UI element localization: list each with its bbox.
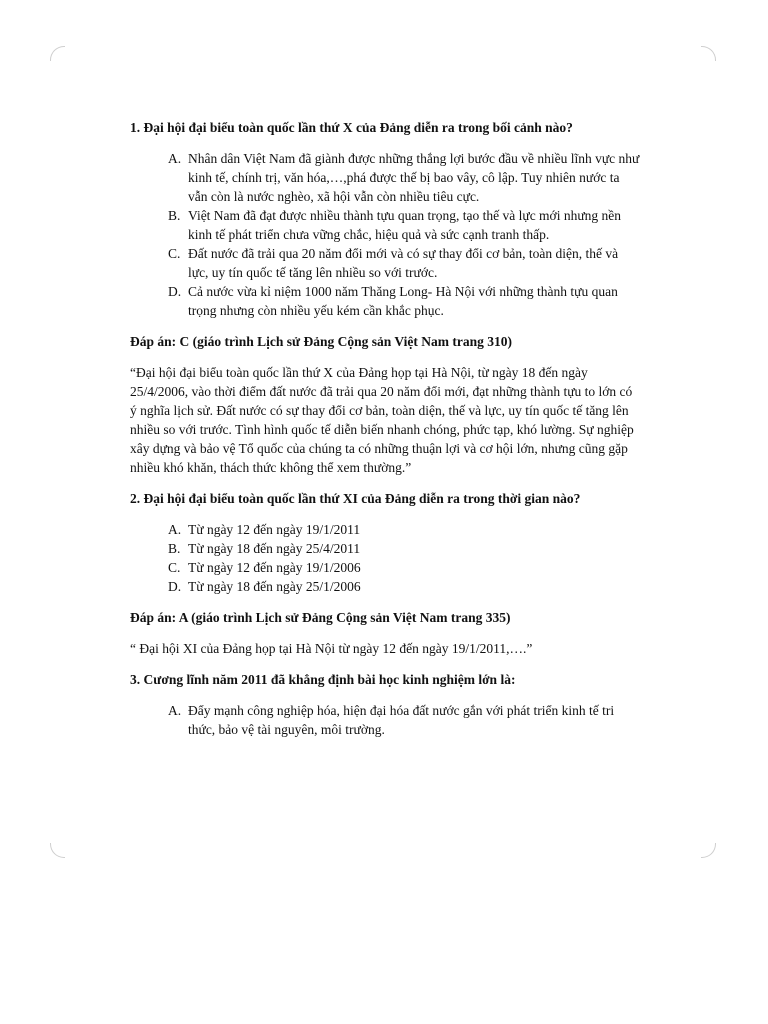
option-2a: A. Từ ngày 12 đến ngày 19/1/2011 xyxy=(168,522,361,537)
question-3: 3. Cương lĩnh năm 2011 đã khẳng định bài học kinh nghiệm lớn là: xyxy=(130,672,516,687)
crop-mark-bottom-right xyxy=(701,843,716,858)
option-1a: A. Nhân dân Việt Nam đã giành được những thắng lợi bước đầu về nhiều lĩnh vực như kinh tế, chính trị, văn hóa,…,phá được thế bị bao vây, cô lập. Tuy nhiên nước ta vẫn còn là nước nghèo, xã hội vẫn còn nhiều tiêu cực. xyxy=(168,151,640,204)
option-3a: A. Đẩy mạnh công nghiệp hóa, hiện đại hóa đất nước gắn với phát triển kinh tế tri thức, bảo vệ tài nguyên, môi trường. xyxy=(168,703,615,737)
crop-mark-top-right xyxy=(701,46,716,61)
question-3-options xyxy=(130,701,640,739)
document-page xyxy=(130,118,640,751)
crop-mark-bottom-left xyxy=(50,843,65,858)
option-2d: D. Từ ngày 18 đến ngày 25/1/2006 xyxy=(168,579,361,594)
option-1b: B. Việt Nam đã đạt được nhiều thành tựu quan trọng, tạo thế và lực mới nhưng nền kinh tế phát triển chưa vững chắc, hiệu quả và sức cạnh tranh thấp. xyxy=(168,208,622,242)
option-1d: D. Cả nước vừa kỉ niệm 1000 năm Thăng Long- Hà Nội với những thành tựu quan trọng nhưng còn nhiều yếu kém cần khắc phục. xyxy=(168,284,618,318)
answer-1: Đáp án: C (giáo trình Lịch sử Đảng Cộng sản Việt Nam trang 310) xyxy=(130,334,513,349)
answer-2: Đáp án: A (giáo trình Lịch sử Đảng Cộng sản Việt Nam trang 335) xyxy=(130,610,511,625)
question-2: 2. Đại hội đại biểu toàn quốc lần thứ XI của Đảng diễn ra trong thời gian nào? xyxy=(130,491,581,506)
crop-mark-top-left xyxy=(50,46,65,61)
question-2-options xyxy=(130,520,640,596)
explanation-2: “ Đại hội XI của Đảng họp tại Hà Nội từ ngày 12 đến ngày 19/1/2011,….” xyxy=(130,641,533,656)
question-1: 1. Đại hội đại biểu toàn quốc lần thứ X của Đảng diễn ra trong bối cảnh nào? xyxy=(130,120,573,135)
question-1-options xyxy=(130,149,640,320)
option-2c: C. Từ ngày 12 đến ngày 19/1/2006 xyxy=(168,560,361,575)
explanation-1: “Đại hội đại biểu toàn quốc lần thứ X của Đảng họp tại Hà Nội, từ ngày 18 đến ngày 25/4/2006, vào thời điểm đất nước đã trải qua 20 năm đổi mới, đạt những thành tựu to lớn có ý nghĩa lịch sử. Đất nước có sự thay đổi cơ bản, toàn diện, thế và lực, uy tín quốc tế tăng lên nhiều so với trước. Tình hình quốc tế diễn biến nhanh chóng, phức tạp, khó lường. Sự nghiệp xây dựng và bảo vệ Tổ quốc của chúng ta có những thuận lợi và cơ hội lớn, nhưng cũng gặp nhiều khó khăn, thách thức không thể xem thường.” xyxy=(130,365,634,475)
option-2b: B. Từ ngày 18 đến ngày 25/4/2011 xyxy=(168,541,361,556)
option-1c: C. Đất nước đã trải qua 20 năm đổi mới và có sự thay đổi cơ bản, toàn diện, thế và lực, uy tín quốc tế tăng lên nhiều so với trước. xyxy=(168,246,619,280)
